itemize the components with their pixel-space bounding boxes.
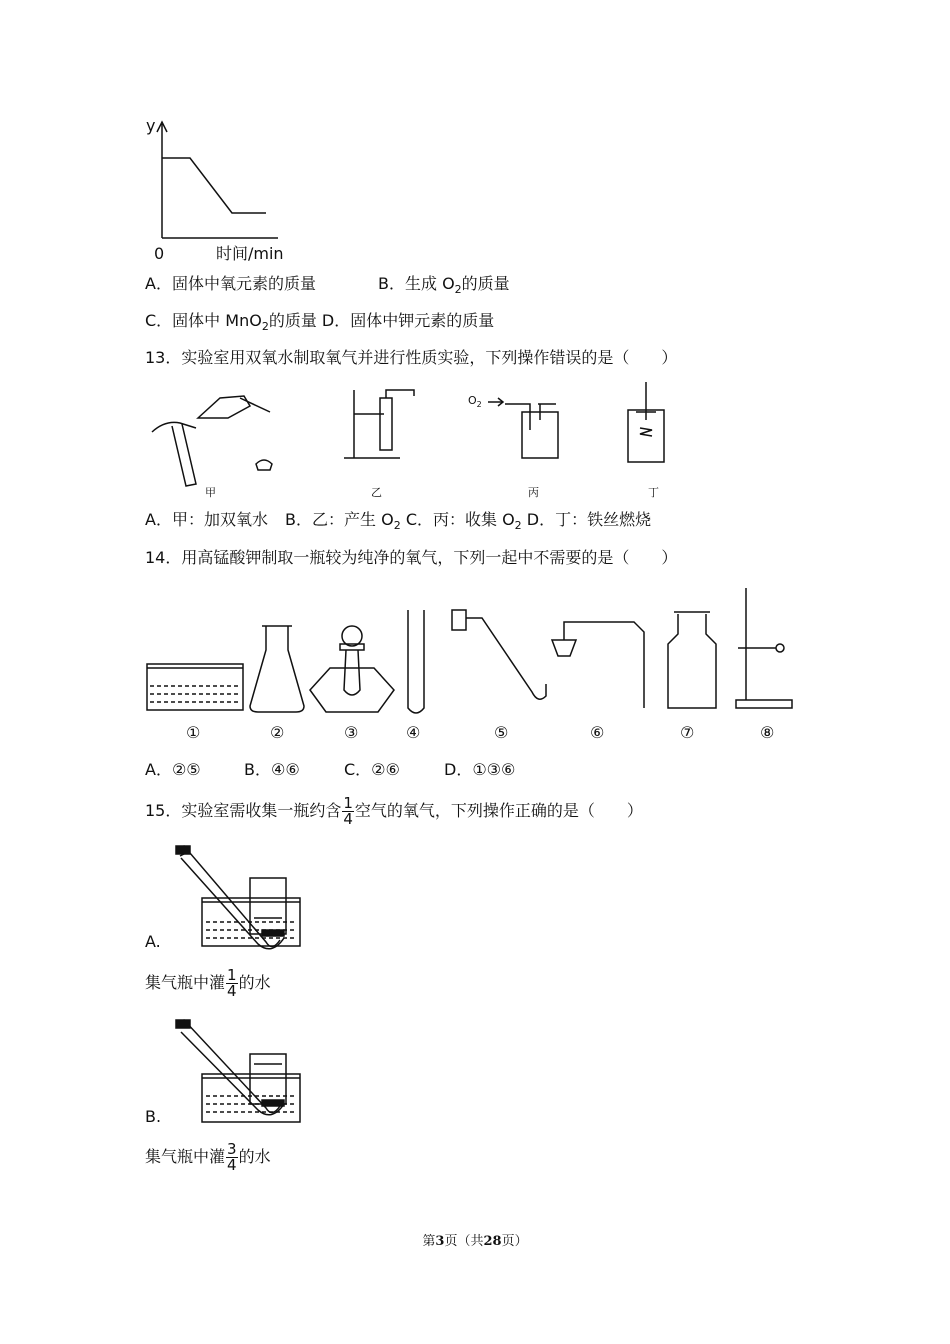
- q15-stem: 15．实验室需收集一瓶约含 $\frac{1}{4}$ 空气的氧气，下列操作正确的是（ ）: [145, 794, 643, 828]
- label-7: ⑦: [680, 723, 695, 742]
- q12-option-a: A．固体中氧元素的质量: [145, 274, 316, 293]
- origin-label: 0: [154, 244, 165, 263]
- y-axis-label: y: [146, 116, 156, 135]
- q15-option-b-caption: 集气瓶中灌 $\frac{3}{4}$ 的水: [145, 1140, 271, 1174]
- q15-option-a-caption: 集气瓶中灌 $\frac{1}{4}$ 的水: [145, 966, 271, 1000]
- q14-option-c: C．②⑥: [344, 760, 400, 779]
- q14-stem: 14．用高锰酸钾制取一瓶较为纯净的氧气，下列一起中不需要的是（ ）: [145, 548, 678, 567]
- q14-option-d: D．①③⑥: [444, 760, 516, 779]
- q12-option-cd: C．固体中 MnO$_2$的质量 D．固体中钾元素的质量: [145, 311, 495, 334]
- label-1: ①: [186, 723, 201, 742]
- q15-option-a-label: A.: [145, 932, 161, 951]
- q13-stem: 13．实验室用双氧水制取氧气并进行性质实验，下列操作错误的是（ ）: [145, 348, 678, 367]
- trough-figure-a: [176, 846, 300, 949]
- label-5: ⑤: [494, 723, 509, 742]
- fig-label-yi: 乙: [371, 486, 382, 499]
- page-footer: 第3页（共28页）: [422, 1234, 528, 1249]
- q12-option-b: B．生成 $O_2$的质量: [378, 274, 510, 297]
- fraction-b: $\frac{3}{4}$: [227, 1140, 237, 1174]
- fraction-a: $\frac{1}{4}$: [227, 966, 237, 1000]
- o2-tag: $O_2$: [468, 394, 482, 410]
- label-4: ④: [406, 723, 421, 742]
- q13-options: A．甲：加双氧水 B．乙：产生 $O_2$ C．丙：收集 $O_2$ D．丁：铁丝燃烧: [145, 510, 652, 533]
- page-number: 3: [435, 1234, 445, 1249]
- q15-option-b-label: B.: [145, 1107, 162, 1126]
- label-8: ⑧: [760, 723, 775, 742]
- label-3: ③: [344, 723, 359, 742]
- fraction-quarter: $\frac{1}{4}$: [343, 794, 353, 828]
- q14-option-b: B．④⑥: [244, 760, 300, 779]
- label-6: ⑥: [590, 723, 605, 742]
- label-2: ②: [270, 723, 285, 742]
- fig-label-bing: 丙: [528, 486, 539, 499]
- q14-option-a: A．②⑤: [145, 760, 201, 779]
- trough-figure-b: [176, 1020, 300, 1122]
- x-axis-label: 时间/min: [216, 244, 284, 263]
- page-total: 28: [483, 1234, 502, 1249]
- fig-label-ding: 丁: [648, 486, 659, 499]
- fig-label-jia: 甲: [205, 486, 216, 499]
